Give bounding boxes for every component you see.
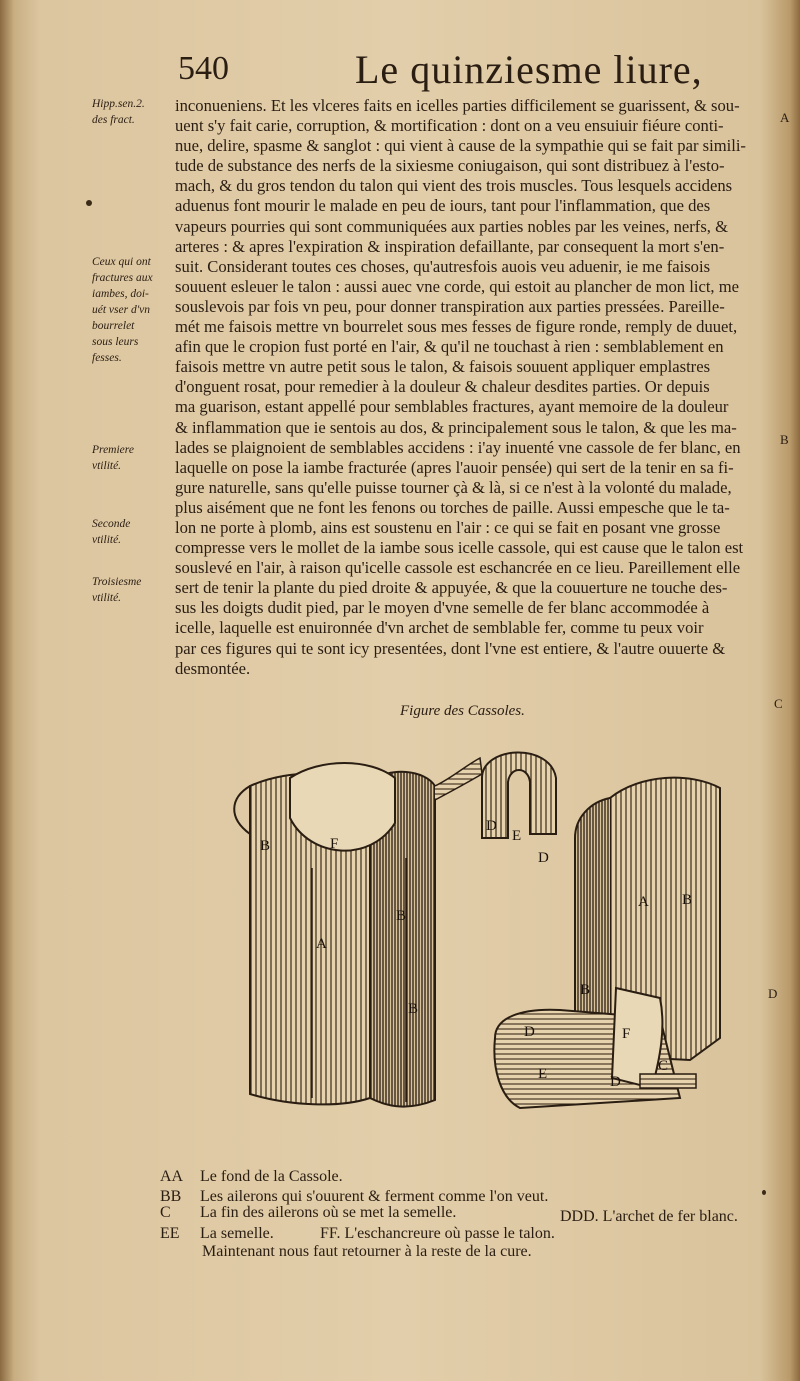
- margin-note-line: vtilité.: [92, 534, 122, 546]
- fig-label-f: F: [330, 836, 339, 852]
- figure-caption: Figure des Cassoles.: [400, 703, 525, 719]
- legend-text: FF. L'eschancreure où passe le talon.: [320, 1225, 555, 1242]
- legend-text: La semelle.: [200, 1225, 274, 1242]
- text-line: plus aisément que ne font les fenons ou torches de paille. Aussi empesche que le ta-: [175, 497, 730, 517]
- text-line: sert de tenir la plante du pied droite & appuyée, & que la couuerture ne touche des-: [175, 578, 728, 598]
- section-letter-b: B: [780, 432, 789, 447]
- text-line: souuent esleuer le talon : aussi auec vne corde, qui estoit au plancher de mon lict, me: [175, 276, 740, 296]
- margin-note-line: vtilité.: [92, 460, 122, 472]
- margin-note-line: uét vser d'vn: [92, 304, 151, 316]
- legend-key: EE: [160, 1225, 180, 1242]
- running-head: [160, 46, 780, 96]
- margin-note-line: Premiere: [92, 444, 134, 456]
- fig-label-a: A: [638, 894, 649, 910]
- margin-note-line: Ceux qui ont: [92, 256, 151, 268]
- legend-line: [160, 1225, 780, 1242]
- legend-line: [160, 1243, 780, 1260]
- legend-line: [160, 1204, 780, 1225]
- cassole-woodcut: [220, 738, 780, 1120]
- fig-label-b: B: [408, 1001, 419, 1017]
- text-line: souslevois par fois vn peu, pour donner transpiration aux parties pressées. Pareille-: [175, 296, 725, 316]
- text-line: lades se plaignoient de semblables accidens : i'ay inuenté vne cassole de fer blanc, en: [175, 437, 741, 457]
- margin-note-line: sous leurs: [92, 336, 139, 348]
- figure-legend: [160, 1168, 780, 1260]
- text-line: desmontée.: [175, 658, 251, 678]
- margin-note-line: iambes, doi-: [92, 288, 149, 300]
- fig-label-e: E: [512, 828, 522, 844]
- legend-text: Les ailerons qui s'ouurent & ferment comme l'on veut.: [200, 1188, 549, 1205]
- text-line: laquelle on pose la iambe fracturée (apres l'auoir pensée) qui sert de la tenir en sa fi-: [175, 457, 734, 477]
- fig-label-f: F: [622, 1026, 631, 1042]
- text-line: vapeurs pourries qui sont communiquées aux parties nobles par les veines, nerfs, &: [175, 216, 728, 236]
- running-title: Le quinziesme liure,: [355, 47, 703, 92]
- ink-spot: [86, 200, 92, 206]
- text-line: uent s'y fait carie, corruption, & mortification : dont on a veu ensuiuir fiéure conti-: [175, 116, 724, 136]
- legend-text: Le fond de la Cassole.: [200, 1168, 343, 1185]
- body-text: [175, 96, 765, 679]
- page-number: 540: [178, 50, 229, 87]
- text-line: & inflammation que ie sentois au dos, & principalement sous le talon, & que les ma-: [175, 417, 737, 437]
- margin-note-line: des fract.: [92, 114, 135, 126]
- fig-label-a: A: [316, 936, 327, 952]
- text-line: gure naturelle, sans qu'elle puisse tourner çà & là, si ce n'est à la volonté du malade,: [175, 477, 732, 497]
- fig-label-d: D: [524, 1024, 535, 1040]
- text-line: nue, delire, spasme & sanglot : qui vient à cause de la sympathie qui se fait par simili-: [175, 136, 746, 156]
- section-letter-d: D: [768, 986, 778, 1001]
- fig-label-b: B: [580, 982, 591, 998]
- margin-note-line: vtilité.: [92, 592, 122, 604]
- section-letter-a: A: [780, 110, 790, 125]
- fig-label-e: E: [538, 1066, 548, 1082]
- text-line: arteres : & apres l'expiration & inspiration defaillante, par consequent la mort s'en-: [175, 236, 725, 256]
- legend-line: [160, 1168, 780, 1185]
- legend-text: La fin des ailerons où se met la semelle.: [200, 1204, 457, 1221]
- fig-label-b: B: [396, 908, 407, 924]
- text-line: tude de substance des nerfs de la sixiesme coniugaison, qui sont distribuez à l'esto-: [175, 156, 725, 176]
- text-line: inconueniens. Et les vlceres faits en icelles parties difficilement se guarissent, & sou-: [175, 96, 740, 115]
- margin-note-line: fesses.: [92, 352, 122, 364]
- fig-label-c: C: [658, 1058, 669, 1074]
- fig-label-d: D: [610, 1074, 621, 1090]
- text-line: suit. Considerant toutes ces choses, qu'autresfois auois veu aduenir, ie me faisois: [175, 256, 711, 276]
- fig-label-b: B: [682, 892, 693, 908]
- legend-key: AA: [160, 1168, 184, 1185]
- margin-note-line: fractures aux: [92, 272, 153, 284]
- legend-text: DDD. L'archet de fer blanc.: [560, 1208, 738, 1225]
- text-line: souslevé en l'air, à raison qu'icelle cassole est eschancrée en ce lieu. Pareillement elle: [175, 558, 741, 578]
- legend-key: BB: [160, 1188, 182, 1205]
- section-letter-c: C: [774, 696, 783, 711]
- margin-note-line: Hipp.sen.2.: [92, 98, 145, 110]
- text-line: lon ne porte à plomb, ains est soustenu en l'air : ce qui se fait en posant vne grosse: [175, 517, 721, 537]
- text-line: icelle, laquelle est enuironnée d'vn archet de semblable fer, comme tu peux voir: [175, 618, 704, 638]
- margin-note-line: Troisiesme: [92, 576, 142, 588]
- text-line: faisois mettre vn autre petit sous le talon, & faisois souuent appliquer emplastres: [175, 357, 711, 377]
- fig-label-d: D: [538, 850, 549, 866]
- text-line: mach, & du gros tendon du talon qui vient des trois muscles. Tous lesquels accidens: [175, 176, 733, 196]
- assembled-cassole: [494, 778, 720, 1108]
- text-line: compresse vers le mollet de la iambe sous icelle cassole, qui est cause que le talon est: [175, 538, 744, 558]
- open-cassole: [234, 758, 482, 1107]
- legend-line: [160, 1188, 780, 1205]
- ink-spot: [762, 1190, 766, 1195]
- legend-text: Maintenant nous faut retourner à la reste de la cure.: [202, 1243, 532, 1260]
- legend-key: C: [160, 1204, 171, 1221]
- text-line: sus les doigts dudit pied, par le moyen d'vne semelle de fer blanc accommodée à: [175, 598, 710, 618]
- text-line: ma guarison, estant appellé pour semblables fractures, ayant memoire de la douleur: [175, 397, 729, 417]
- fig-label-b: B: [260, 838, 271, 854]
- text-line: par ces figures qui te sont icy presentées, dont l'vne est entiere, & l'autre ouuerte &: [175, 638, 726, 658]
- margin-note-line: bourrelet: [92, 320, 135, 332]
- text-line: afin que le cropion fust porté en l'air, & qu'il ne touchast à rien : semblablement en: [175, 337, 724, 357]
- text-line: mét me faisois mettre vn bourrelet sous mes fesses de figure ronde, remply de duuet,: [175, 317, 738, 337]
- text-line: d'onguent rosat, pour remedier à la douleur & chaleur desdites parties. Or depuis: [175, 377, 710, 397]
- fig-label-d: D: [486, 818, 497, 834]
- margin-note-line: Seconde: [92, 518, 131, 530]
- text-line: aduenus font mourir le malade en peu de iours, tant pour l'inflammation, que des: [175, 196, 711, 216]
